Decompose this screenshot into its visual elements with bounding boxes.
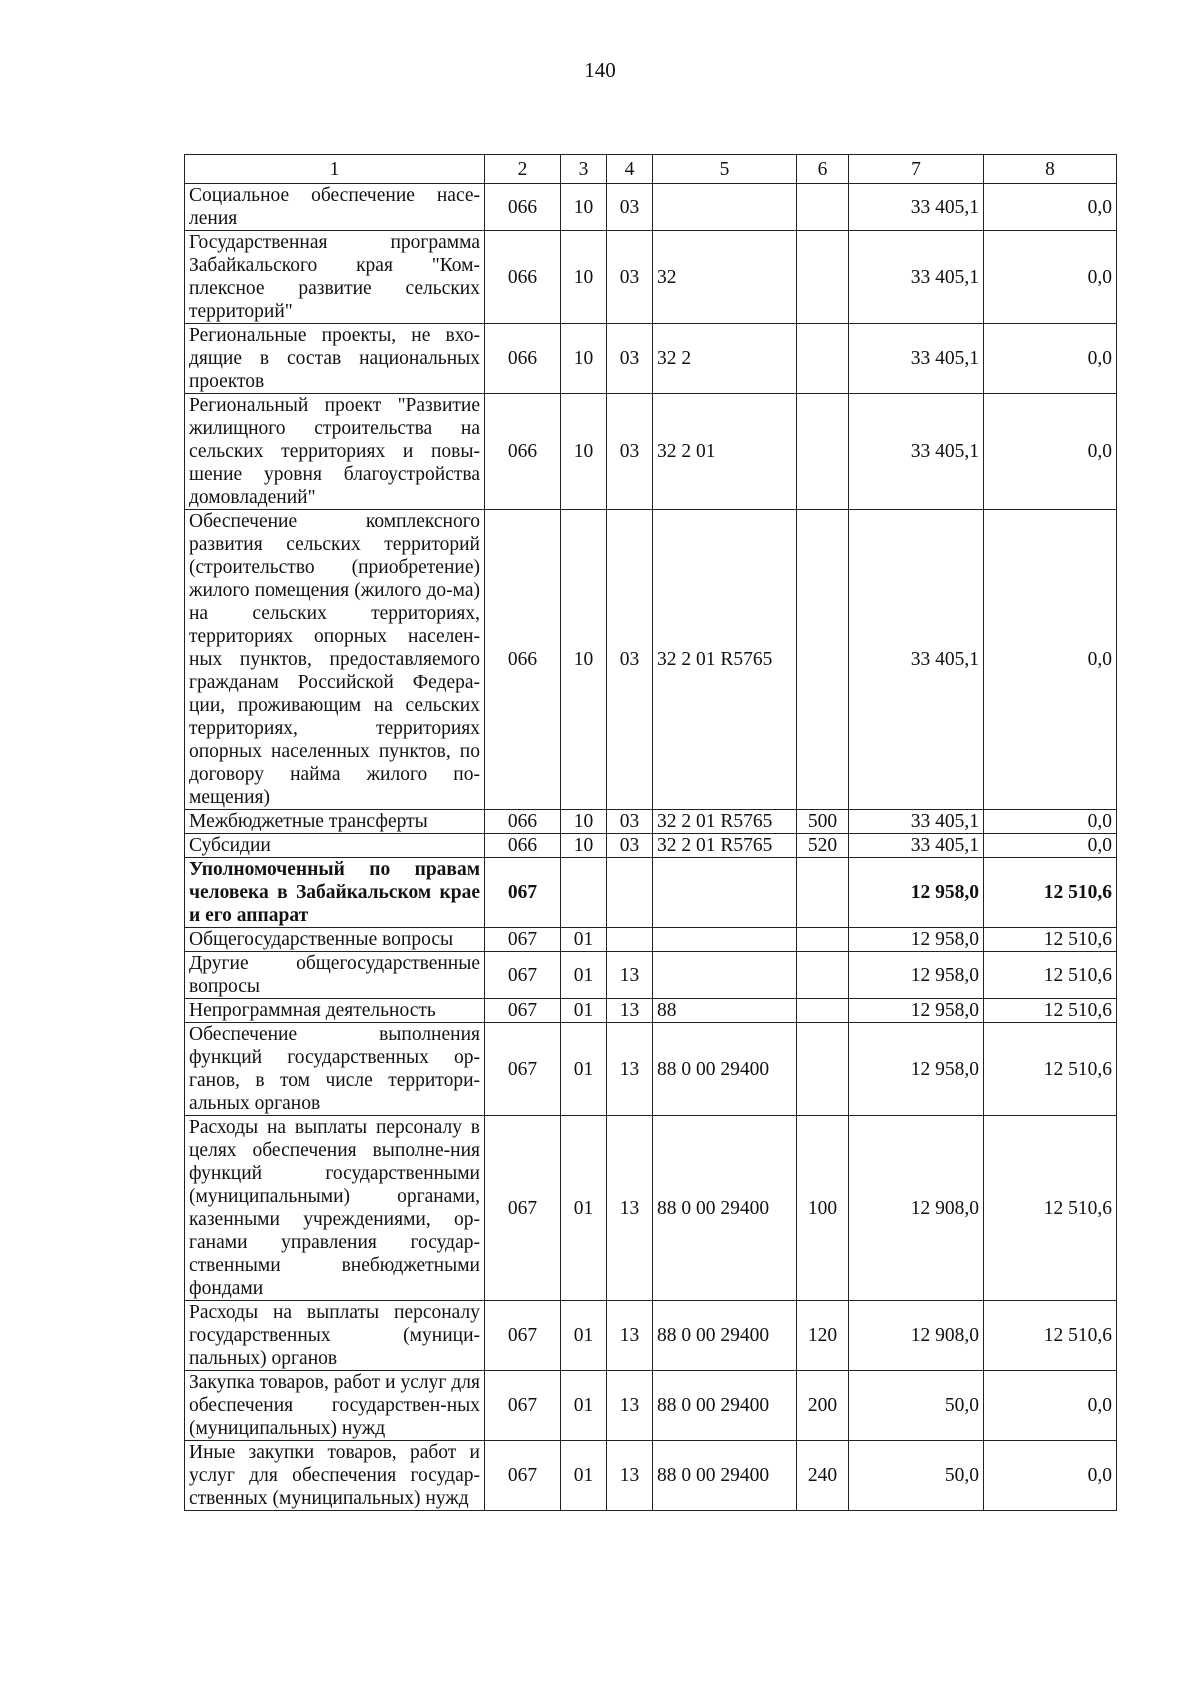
item-name-cell: Уполномоченный по правам человека в Забайкальском крае и его аппарат: [185, 858, 485, 928]
target-article-cell: 88: [653, 999, 797, 1023]
section-cell: 01: [561, 999, 607, 1023]
amount-cell-2: 0,0: [984, 834, 1117, 858]
target-article-cell: [653, 928, 797, 952]
amount-cell: 50,0: [849, 1371, 984, 1441]
section-cell: 10: [561, 324, 607, 394]
amount-cell: 33 405,1: [849, 510, 984, 810]
code-cell: 066: [485, 510, 561, 810]
expense-type-cell: [797, 928, 849, 952]
code-cell: 066: [485, 394, 561, 510]
table-row: [185, 510, 1117, 810]
table-row: [185, 394, 1117, 510]
subsection-cell: [607, 928, 653, 952]
header-cell-3: 3: [561, 155, 607, 184]
table-row: [185, 1116, 1117, 1301]
subsection-cell: [607, 858, 653, 928]
item-name-cell: Расходы на выплаты персоналу в целях обеспечения выполне-ния функций государственными (муниципальными) органами, казенными учреждениями, ор-ганами управления государ-ственными внебюджетными фондами: [185, 1116, 485, 1301]
amount-cell: 33 405,1: [849, 184, 984, 231]
target-article-cell: 32 2 01 R5765: [653, 510, 797, 810]
header-cell-8: 8: [984, 155, 1117, 184]
header-row: [185, 155, 1117, 184]
subsection-cell: 03: [607, 184, 653, 231]
table-row: [185, 184, 1117, 231]
expense-type-cell: 200: [797, 1371, 849, 1441]
code-cell: 066: [485, 324, 561, 394]
target-article-cell: 88 0 00 29400: [653, 1023, 797, 1116]
amount-cell-2: 12 510,6: [984, 1116, 1117, 1301]
amount-cell-2: 12 510,6: [984, 928, 1117, 952]
subsection-cell: 13: [607, 952, 653, 999]
code-cell: 067: [485, 1301, 561, 1371]
code-cell: 067: [485, 999, 561, 1023]
section-cell: 01: [561, 1023, 607, 1116]
amount-cell-2: 0,0: [984, 1371, 1117, 1441]
section-cell: [561, 858, 607, 928]
table-row: [185, 834, 1117, 858]
table-row: [185, 231, 1117, 324]
amount-cell-2: 0,0: [984, 231, 1117, 324]
item-name-cell: Общегосударственные вопросы: [185, 928, 485, 952]
code-cell: 066: [485, 231, 561, 324]
table-row: [185, 999, 1117, 1023]
item-name-cell: Обеспечение выполнения функций государственных ор-ганов, в том числе территори-альных органов: [185, 1023, 485, 1116]
item-name-cell: Другие общегосударственные вопросы: [185, 952, 485, 999]
item-name-cell: Государственная программа Забайкальского края "Ком-плексное развитие сельских территорий": [185, 231, 485, 324]
amount-cell: 12 958,0: [849, 999, 984, 1023]
expense-type-cell: 520: [797, 834, 849, 858]
section-cell: 01: [561, 952, 607, 999]
amount-cell: 33 405,1: [849, 324, 984, 394]
table-body: [185, 184, 1117, 1511]
expense-type-cell: [797, 952, 849, 999]
amount-cell: 33 405,1: [849, 231, 984, 324]
table-row: [185, 1023, 1117, 1116]
table-row: [185, 952, 1117, 999]
section-cell: 10: [561, 510, 607, 810]
target-article-cell: 32: [653, 231, 797, 324]
section-cell: 01: [561, 1441, 607, 1511]
code-cell: 067: [485, 952, 561, 999]
expense-type-cell: 100: [797, 1116, 849, 1301]
subsection-cell: 03: [607, 394, 653, 510]
target-article-cell: 32 2: [653, 324, 797, 394]
expense-type-cell: 500: [797, 810, 849, 834]
code-cell: 066: [485, 834, 561, 858]
item-name-cell: Региональные проекты, не вхо-дящие в состав национальных проектов: [185, 324, 485, 394]
code-cell: 067: [485, 1371, 561, 1441]
subsection-cell: 13: [607, 1116, 653, 1301]
section-cell: 01: [561, 928, 607, 952]
header-cell-5: 5: [653, 155, 797, 184]
section-cell: 10: [561, 834, 607, 858]
expense-type-cell: [797, 999, 849, 1023]
item-name-cell: Расходы на выплаты персоналу государственных (муници-пальных) органов: [185, 1301, 485, 1371]
amount-cell: 50,0: [849, 1441, 984, 1511]
item-name-cell: Закупка товаров, работ и услуг для обеспечения государствен-ных (муниципальных) нужд: [185, 1371, 485, 1441]
table-row: [185, 858, 1117, 928]
amount-cell: 12 958,0: [849, 1023, 984, 1116]
amount-cell: 33 405,1: [849, 834, 984, 858]
target-article-cell: 32 2 01 R5765: [653, 834, 797, 858]
header-cell-1: 1: [185, 155, 485, 184]
amount-cell-2: 12 510,6: [984, 952, 1117, 999]
table-row: [185, 1441, 1117, 1511]
item-name-cell: Межбюджетные трансферты: [185, 810, 485, 834]
amount-cell-2: 12 510,6: [984, 1023, 1117, 1116]
table-row: [185, 1371, 1117, 1441]
amount-cell-2: 12 510,6: [984, 858, 1117, 928]
amount-cell: 12 908,0: [849, 1301, 984, 1371]
subsection-cell: 13: [607, 999, 653, 1023]
amount-cell: 12 958,0: [849, 858, 984, 928]
amount-cell-2: 12 510,6: [984, 1301, 1117, 1371]
expense-type-cell: [797, 1023, 849, 1116]
section-cell: 01: [561, 1116, 607, 1301]
target-article-cell: 32 2 01 R5765: [653, 810, 797, 834]
expense-type-cell: [797, 184, 849, 231]
expense-type-cell: [797, 231, 849, 324]
section-cell: 10: [561, 394, 607, 510]
item-name-cell: Субсидии: [185, 834, 485, 858]
amount-cell-2: 0,0: [984, 510, 1117, 810]
subsection-cell: 13: [607, 1301, 653, 1371]
amount-cell-2: 0,0: [984, 810, 1117, 834]
expense-type-cell: 120: [797, 1301, 849, 1371]
subsection-cell: 03: [607, 231, 653, 324]
table-row: [185, 324, 1117, 394]
target-article-cell: [653, 858, 797, 928]
expense-type-cell: [797, 324, 849, 394]
item-name-cell: Региональный проект "Развитие жилищного строительства на сельских территориях и повы-шение уровня благоустройства домовладений": [185, 394, 485, 510]
subsection-cell: 03: [607, 810, 653, 834]
table-row: [185, 1301, 1117, 1371]
code-cell: 067: [485, 1116, 561, 1301]
subsection-cell: 13: [607, 1371, 653, 1441]
subsection-cell: 03: [607, 510, 653, 810]
target-article-cell: [653, 952, 797, 999]
section-cell: 10: [561, 231, 607, 324]
header-cell-4: 4: [607, 155, 653, 184]
table-row: [185, 928, 1117, 952]
expense-type-cell: [797, 510, 849, 810]
expense-type-cell: 240: [797, 1441, 849, 1511]
header-cell-2: 2: [485, 155, 561, 184]
code-cell: 067: [485, 1023, 561, 1116]
item-name-cell: Непрограммная деятельность: [185, 999, 485, 1023]
table-row: [185, 810, 1117, 834]
subsection-cell: 13: [607, 1023, 653, 1116]
header-cell-7: 7: [849, 155, 984, 184]
target-article-cell: 88 0 00 29400: [653, 1116, 797, 1301]
amount-cell: 12 958,0: [849, 952, 984, 999]
header-cell-6: 6: [797, 155, 849, 184]
subsection-cell: 13: [607, 1441, 653, 1511]
amount-cell: 12 908,0: [849, 1116, 984, 1301]
amount-cell-2: 0,0: [984, 324, 1117, 394]
code-cell: 067: [485, 858, 561, 928]
code-cell: 067: [485, 1441, 561, 1511]
amount-cell: 33 405,1: [849, 394, 984, 510]
section-cell: 10: [561, 184, 607, 231]
target-article-cell: 88 0 00 29400: [653, 1371, 797, 1441]
item-name-cell: Социальное обеспечение насе-ления: [185, 184, 485, 231]
section-cell: 01: [561, 1371, 607, 1441]
target-article-cell: [653, 184, 797, 231]
code-cell: 067: [485, 928, 561, 952]
page-number: 140: [584, 58, 616, 82]
target-article-cell: 88 0 00 29400: [653, 1301, 797, 1371]
target-article-cell: 32 2 01: [653, 394, 797, 510]
item-name-cell: Обеспечение комплексного развития сельских территорий (строительство (приобретение) жилого помещения (жилого до-ма) на сельских территориях, территориях опорных населен-ных пунктов, предоставляемого гражданам Российской Федера-ции, проживающим на сельских территориях, территориях опорных населенных пунктов, по договору найма жилого по-мещения): [185, 510, 485, 810]
budget-table: [184, 154, 1117, 1511]
item-name-cell: Иные закупки товаров, работ и услуг для обеспечения государ-ственных (муниципальных) нужд: [185, 1441, 485, 1511]
subsection-cell: 03: [607, 834, 653, 858]
amount-cell-2: 0,0: [984, 1441, 1117, 1511]
amount-cell-2: 0,0: [984, 184, 1117, 231]
section-cell: 01: [561, 1301, 607, 1371]
code-cell: 066: [485, 810, 561, 834]
subsection-cell: 03: [607, 324, 653, 394]
section-cell: 10: [561, 810, 607, 834]
amount-cell-2: 0,0: [984, 394, 1117, 510]
target-article-cell: 88 0 00 29400: [653, 1441, 797, 1511]
amount-cell-2: 12 510,6: [984, 999, 1117, 1023]
code-cell: 066: [485, 184, 561, 231]
expense-type-cell: [797, 394, 849, 510]
amount-cell: 12 958,0: [849, 928, 984, 952]
expense-type-cell: [797, 858, 849, 928]
amount-cell: 33 405,1: [849, 810, 984, 834]
